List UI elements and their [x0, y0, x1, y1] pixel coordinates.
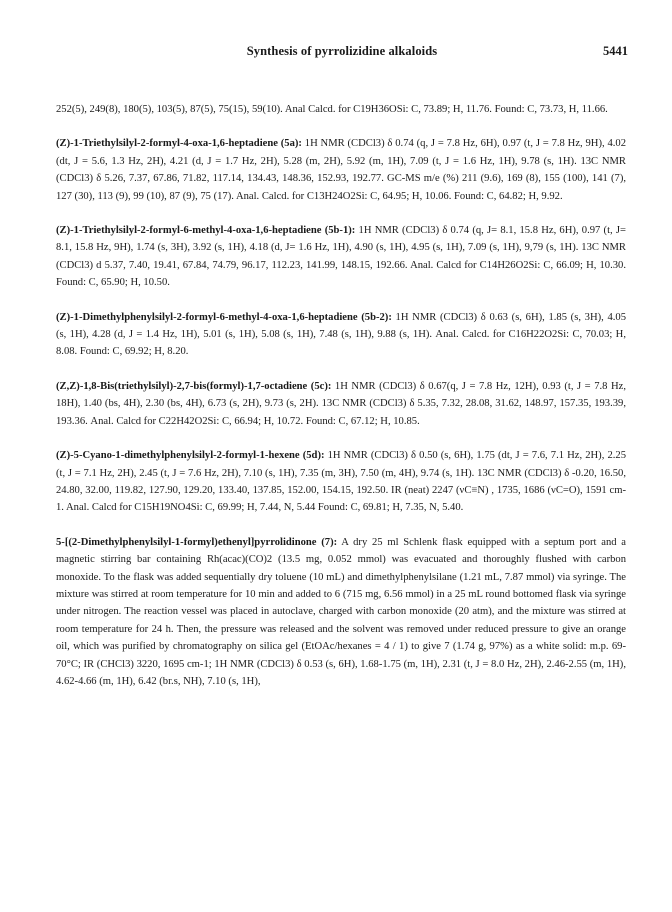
compound-heading: 5-[(2-Dimethylphenylsilyl-1-formyl)ethenyl]pyrrolidinone (7):: [56, 536, 338, 548]
paragraph-compound-5b-1: [56, 222, 626, 292]
paragraph-text: 1H NMR (CDCl3) δ 0.74 (q, J = 7.8 Hz, 6H), 0.97 (t, J = 7.8 Hz, 9H), 4.02 (dt, J = 5.6, 1.3 Hz, 2H), 4.21 (d, J = 1.7 Hz, 2H), 5.28 (m, 2H), 5.92 (m, 1H), 7.09 (t, J = 1.6 Hz, 1H), 9.78 (s, 1H). 13C NMR (CDCl3) δ 5.26, 7.37, 67.86, 71.82, 117.14, 134.43, 148.36, 152.93, 192.77. GC-MS m/e (%) 211 (9.6), 169 (8), 155 (100), 141 (7), 127 (30), 113 (9), 99 (10), 87 (9), 75 (17). Anal. Calcd. for C13H24O2Si: C, 64.95; H, 10.06. Found: C, 64.82; H, 9.92.: [56, 138, 626, 202]
paragraph-compound-7: [56, 534, 626, 691]
paragraph-compound-5d: [56, 447, 626, 517]
compound-heading: (Z)-1-Triethylsilyl-2-formyl-4-oxa-1,6-heptadiene (5a):: [56, 138, 302, 150]
paragraph-text: 1H NMR (CDCl3) δ 0.63 (s, 6H), 1.85 (s, 3H), 4.05 (s, 1H), 4.28 (d, J = 1.4 Hz, 1H), 5.01 (s, 1H), 5.08 (s, 1H), 7.48 (s, 1H), 9.88 (s, 1H). Anal. Calcd. for C16H22O2Si: C, 70.03; H, 8.08. Found: C, 69.92; H, 8.20.: [56, 311, 626, 358]
paragraph-compound-5a: [56, 135, 626, 205]
compound-heading: (Z)-5-Cyano-1-dimethylphenylsilyl-2-formyl-1-hexene (5d):: [56, 450, 325, 462]
compound-heading: (Z)-1-Triethylsilyl-2-formyl-6-methyl-4-oxa-1,6-heptadiene (5b-1):: [56, 225, 356, 237]
running-title: Synthesis of pyrrolizidine alkaloids: [246, 44, 438, 58]
paragraph-ms-data: [56, 101, 626, 118]
paragraph-text: 1H NMR (CDCl3) δ 0.74 (q, J= 8.1, 15.8 Hz, 6H), 0.97 (t, J= 8.1, 15.8 Hz, 9H), 1.74 (s, 3H), 3.92 (s, 1H), 4.18 (d, J= 1.6 Hz, 1H), 4.90 (s, 1H), 4.95 (s, 1H), 7.09 (s, 1H), 9,79 (s, 1H). 13C NMR (CDCl3) d 5.37, 7.40, 19.41, 67.84, 74.79, 96.17, 112.23, 141.99, 148.15, 192.66. Anal. Calcd for C14H26O2Si: C, 66.09; H, 10.30. Found: C, 65.90; H, 10.50.: [56, 225, 626, 289]
page-number: 5441: [603, 44, 628, 58]
compound-heading: (Z,Z)-1,8-Bis(triethylsilyl)-2,7-bis(formyl)-1,7-octadiene (5c):: [56, 380, 332, 392]
page-body: [56, 101, 626, 690]
compound-heading: (Z)-1-Dimethylphenylsilyl-2-formyl-6-methyl-4-oxa-1,6-heptadiene (5b-2):: [56, 311, 392, 323]
paragraph-compound-5c: [56, 378, 626, 430]
paragraph-text: 252(5), 249(8), 180(5), 103(5), 87(5), 75(15), 59(10). Anal Calcd. for C19H36OSi: C, 73.89; H, 11.76. Found: C, 73.73, H, 11.66.: [56, 104, 608, 115]
paragraph-text: 1H NMR (CDCl3) δ 0.50 (s, 6H), 1.75 (dt, J = 7.6, 7.1 Hz, 2H), 2.25 (t, J = 7.1 Hz, 2H), 2.45 (t, J = 7.6 Hz, 2H), 7.10 (s, 1H), 7.35 (m, 3H), 7.50 (m, 4H), 9.74 (s, 1H). 13C NMR (CDCl3) δ -0.20, 16.50, 24.80, 32.00, 119.82, 127.90, 129.20, 133.40, 137.85, 152.00, 154.15, 192.50. IR (neat) 2247 (νC≡N) , 1735, 1686 (νC=O), 1591 cm-1. Anal. Calcd for C15H19NO4Si: C, 69.99; H, 7.44, N, 5.44 Found: C, 69.81; H, 7.35, N, 5.40.: [56, 450, 626, 514]
page-header: [56, 44, 628, 64]
paragraph-compound-5b-2: [56, 309, 626, 361]
paragraph-text: 1H NMR (CDCl3) δ 0.67(q, J = 7.8 Hz, 12H), 0.93 (t, J = 7.8 Hz, 18H), 1.40 (bs, 4H), 2.30 (bs, 4H), 6.73 (s, 2H), 9.73 (s, 2H). 13C NMR (CDCl3) δ 5.35, 7.32, 28.08, 31.62, 148.97, 157.35, 193.39, 193.36. Anal. Calcd for C22H42O2Si: C, 66.94; H, 10.72. Found: C, 67.12; H, 10.85.: [56, 380, 626, 427]
paragraph-text: A dry 25 ml Schlenk flask equipped with a septum port and a magnetic stirring bar containing Rh(acac)(CO)2 (13.5 mg, 0.052 mmol) was evacuated and thoroughly flushed with carbon monoxide. To the flask was added sequentially dry toluene (10 mL) and dimethylphenylsilane (1.21 mL, 7.87 mmol) via syringe. The mixture was stirred at room temperature for 10 min and added to 6 (715 mg, 6.56 mmol) in a 25 mL round bottomed flask via syringe under nitrogen. The reaction vessel was placed in autoclave, charged with carbon monoxide (20 atm), and the mixture was stirred at room temperature for 24 h. Then, the pressure was released and the solvent was removed under reduced pressure to give an orange oil, which was purified by chromatography on silica gel (EtOAc/hexanes = 4 / 1) to give 7 (1.74 g, 97%) as a white solid: m.p. 69-70°C; IR (CHCl3) 3220, 1695 cm-1; 1H NMR (CDCl3) δ 0.53 (s, 6H), 1.68-1.75 (m, 1H), 2.31 (t, J = 8.0 Hz, 2H), 2.46-2.55 (m, 1H), 4.62-4.66 (m, 1H), 6.42 (br.s, NH), 7.10 (s, 1H),: [56, 536, 626, 687]
